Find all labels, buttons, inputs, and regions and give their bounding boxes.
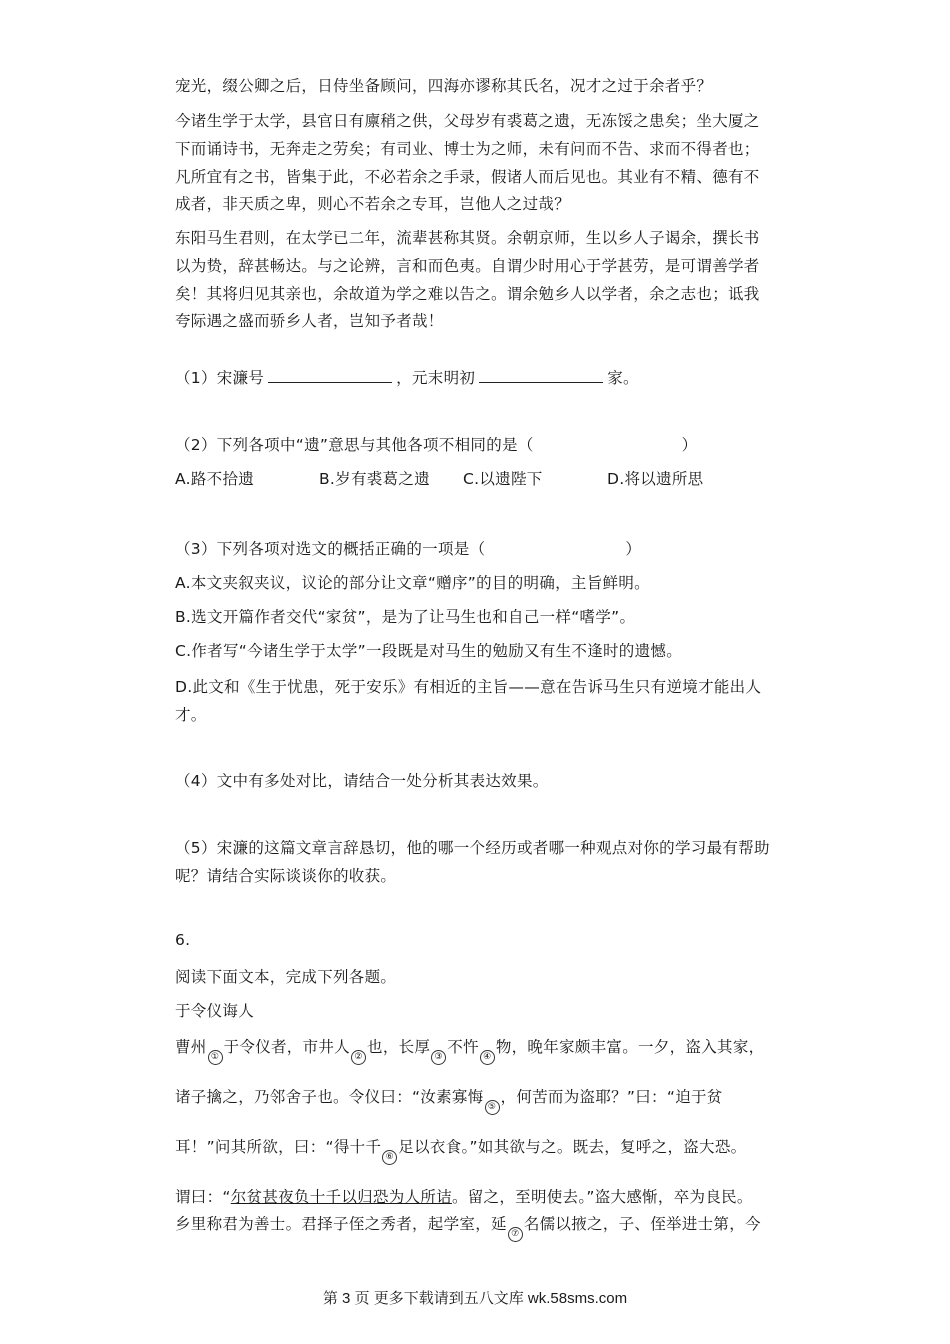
underlined-sentence: 尔贫甚夜负十千以归恐为人所诘 <box>230 1188 452 1206</box>
q3-option-a[interactable]: A.本文夹叙夹议，议论的部分让文章“赠序”的目的明确，主旨鲜明。 <box>175 574 650 592</box>
question-5: （5）宋濂的这篇文章言辞恳切，他的哪一个经历或者哪一种观点对你的学习最有帮助 <box>175 839 770 857</box>
note-marker-7: ⑦ <box>508 1227 523 1242</box>
text: 诸子擒之，乃邻舍子也。令仪曰：“汝素寡悔 <box>175 1088 484 1106</box>
page-footer: 第 3 页 更多下载请到五八文库 wk.58sms.com <box>322 1290 628 1307</box>
text: 曹州 <box>175 1038 207 1056</box>
question-6-number: 6. <box>175 931 191 949</box>
note-marker-3: ③ <box>431 1050 446 1065</box>
passage-line: 东阳马生君则，在太学已二年，流辈甚称其贤。余朝京师，生以乡人子谒余，撰长书 <box>175 229 760 247</box>
text: 不忤 <box>447 1038 479 1056</box>
q2-option-c[interactable]: C.以遗陛下 <box>463 470 543 488</box>
text: ，何苦而为盗耶？”曰：“迫于贫 <box>500 1088 723 1106</box>
text: 耳！”问其所欲，曰：“得十千 <box>175 1138 382 1156</box>
question-2-stem <box>175 433 697 455</box>
q3-option-c[interactable]: C.作者写“今诸生学于太学”一段既是对马生的勉励又有生不逢时的遗憾。 <box>175 642 683 660</box>
q3-option-d-cont: 才。 <box>175 706 207 724</box>
text: 。留之，至明使去。”盗大感惭，卒为良民。 <box>451 1188 753 1206</box>
q2-option-b[interactable]: B.岁有裘葛之遗 <box>319 470 430 488</box>
q3-close: ） <box>625 540 642 558</box>
q2-close: ） <box>681 436 698 454</box>
q1-blank-2[interactable] <box>479 368 603 383</box>
note-marker-5: ⑤ <box>485 1100 500 1115</box>
q1-blank-1[interactable] <box>268 368 392 383</box>
passage-line: 凡所宜有之书，皆集于此，不必若余之手录，假诸人而后见也。其业有不精、德有不 <box>175 168 760 186</box>
q2-stem-text: （2）下列各项中“遗”意思与其他各项不相同的是（ <box>175 436 534 454</box>
text: 也，长厚 <box>367 1038 431 1056</box>
q3-option-b[interactable]: B.选文开篇作者交代“家贫”，是为了让马生也和自己一样“嗜学”。 <box>175 608 636 626</box>
note-marker-1: ① <box>208 1050 223 1065</box>
reading-line-4 <box>175 1185 753 1207</box>
reading-line-2 <box>175 1085 723 1115</box>
reading-line-3 <box>175 1135 746 1165</box>
text: 谓曰：“ <box>175 1188 231 1206</box>
question-5-cont: 呢？请结合实际谈谈你的收获。 <box>175 867 397 885</box>
q1-text-a: （1）宋濂号 <box>175 369 265 387</box>
passage-line: 下而诵诗书，无奔走之劳矣；有司业、博士为之师，未有问而不告、求而不得者也； <box>175 140 760 158</box>
question-2-options <box>175 467 703 489</box>
text: 物，晚年家颇丰富。一夕，盗入其家， <box>495 1038 765 1056</box>
reading-line-1 <box>175 1035 764 1065</box>
note-marker-6: ⑥ <box>382 1150 397 1165</box>
passage-line: 成者，非天质之卑，则心不若余之专耳，岂他人之过哉？ <box>175 195 571 213</box>
passage-line: 今诸生学于太学，县官日有廪稍之供，父母岁有裘葛之遗，无冻馁之患矣；坐大厦之 <box>175 112 760 130</box>
text: 于令仪者，市井人 <box>223 1038 351 1056</box>
q3-option-d[interactable]: D.此文和《生于忧患，死于安乐》有相近的主旨——意在告诉马生只有逆境才能出人 <box>175 678 762 696</box>
question-1 <box>175 366 639 388</box>
passage-line: 宠光，缀公卿之后，日侍坐备顾问，四海亦谬称其氏名，况才之过于余者乎？ <box>175 77 713 95</box>
passage-line: 夸际遇之盛而骄乡人者，岂知予者哉！ <box>175 312 444 330</box>
reading-line-5 <box>175 1212 761 1242</box>
reading-title: 于令仪诲人 <box>175 1002 255 1020</box>
text: 乡里称君为善士。君择子侄之秀者，起学室，延 <box>175 1215 507 1233</box>
note-marker-4: ④ <box>480 1050 495 1065</box>
question-6-instruction: 阅读下面文本，完成下列各题。 <box>175 968 397 986</box>
question-4: （4）文中有多处对比，请结合一处分析其表达效果。 <box>175 772 549 790</box>
q1-text-b: ，元末明初 <box>396 369 476 387</box>
question-3-stem <box>175 537 641 559</box>
passage-line: 以为贽，辞甚畅达。与之论辨，言和而色夷。自谓少时用心于学甚劳，是可谓善学者 <box>175 257 760 275</box>
text: 名儒以掖之，子、侄举进士第，今 <box>523 1215 761 1233</box>
q1-text-c: 家。 <box>607 369 639 387</box>
q3-stem-text: （3）下列各项对选文的概括正确的一项是（ <box>175 540 486 558</box>
note-marker-2: ② <box>351 1050 366 1065</box>
passage-line: 矣！其将归见其亲也，余故道为学之难以告之。谓余勉乡人以学者，余之志也；诋我 <box>175 285 760 303</box>
text: 足以衣食。”如其欲与之。既去，复呼之，盗大恐。 <box>398 1138 747 1156</box>
q2-option-a[interactable]: A.路不拾遗 <box>175 470 255 488</box>
q2-option-d[interactable]: D.将以遗所思 <box>607 470 704 488</box>
